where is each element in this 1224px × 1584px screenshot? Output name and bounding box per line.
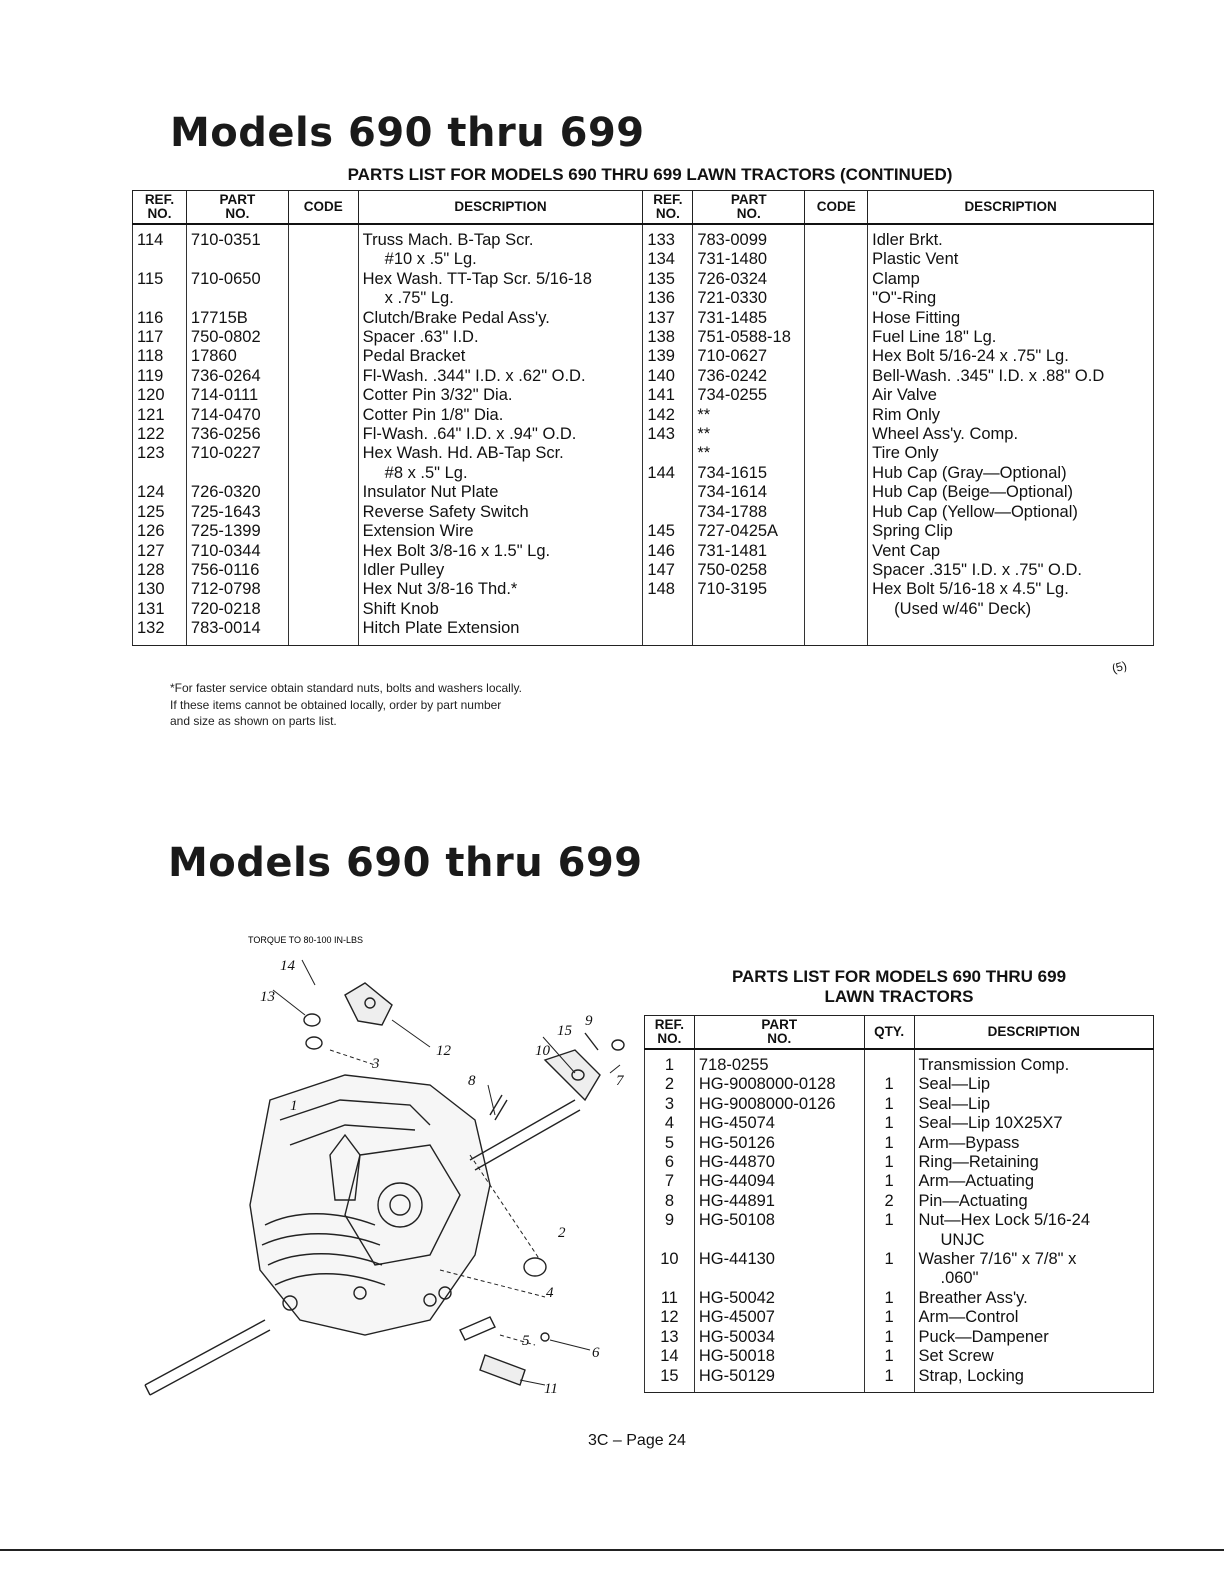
ref-cell: 10 <box>660 1250 679 1269</box>
part-cell: 17715B <box>190 308 248 327</box>
description-line: .060" <box>940 1269 979 1288</box>
ref-cell <box>647 444 688 463</box>
callout-7: 7 <box>616 1073 624 1089</box>
ref-cell: 7 <box>664 1172 675 1191</box>
part-cell: 17860 <box>190 347 237 366</box>
qty-cell <box>869 1056 910 1075</box>
footnote: *For faster service obtain standard nuts, bolts and washers locally. If these items cannot be obtained locally, order by part number and size as shown on parts list. <box>170 681 522 728</box>
ref-cell: 123 <box>137 444 165 463</box>
part-cell: 720-0218 <box>190 599 261 618</box>
ref-cell: 146 <box>647 541 675 560</box>
header-code-left: CODE <box>288 191 358 225</box>
ref-cell: 125 <box>137 502 165 521</box>
callout-1: 1 <box>290 1098 298 1114</box>
part-cell: 712-0798 <box>190 580 261 599</box>
ref-cell: 3 <box>664 1094 675 1113</box>
description-line: Pin—Actuating <box>918 1191 1028 1210</box>
description-line: Wheel Ass'y. Comp. <box>872 425 1019 444</box>
part-cell: 710-0227 <box>190 444 261 463</box>
part-cell: 726-0320 <box>190 483 261 502</box>
description-line: Ring—Retaining <box>918 1153 1039 1172</box>
part-cell: 725-1399 <box>190 522 261 541</box>
table-body-row <box>133 224 1154 645</box>
description-line: Hub Cap (Beige—Optional) <box>872 483 1074 502</box>
part-cell: HG-50034 <box>698 1327 775 1346</box>
description-line: Arm—Control <box>918 1308 1019 1327</box>
part-cell: 734-1615 <box>697 463 768 482</box>
description-line: Vent Cap <box>872 541 941 560</box>
qty-cell: 1 <box>884 1250 894 1269</box>
ref-cell <box>137 250 182 269</box>
qty-cell: 1 <box>884 1288 894 1307</box>
description-line: #10 x .5" Lg. <box>384 250 477 269</box>
description-line: Strap, Locking <box>918 1366 1024 1385</box>
description-line: Hex Bolt 5/16-24 x .75" Lg. <box>872 347 1069 366</box>
description-line: Clutch/Brake Pedal Ass'y. <box>362 308 550 327</box>
part-cell: HG-44891 <box>698 1191 775 1210</box>
part-cell: 731-1480 <box>697 250 768 269</box>
part-cell: 726-0324 <box>697 269 768 288</box>
ref-cell: 145 <box>647 522 675 541</box>
ref-cell: 133 <box>647 231 675 249</box>
description-line: Rim Only <box>872 405 940 424</box>
transmission-exploded-diagram <box>130 925 640 1405</box>
description-line: Plastic Vent <box>872 250 959 269</box>
ref-cell: 135 <box>647 269 675 288</box>
qty-cell: 1 <box>884 1327 894 1346</box>
description-line: (Used w/46" Deck) <box>894 599 1032 618</box>
description-line: Hex Nut 3/8-16 Thd.* <box>362 580 518 599</box>
description-line: Spacer .63" I.D. <box>362 328 479 347</box>
part-cell <box>191 250 284 269</box>
ref-cell: 134 <box>647 250 675 269</box>
qty-cell: 1 <box>884 1094 894 1113</box>
section2-title: Models 690 thru 699 <box>168 840 643 886</box>
ref-cell: 148 <box>647 580 675 599</box>
description-line: Hex Wash. Hd. AB-Tap Scr. <box>362 444 564 463</box>
ref-cell: 115 <box>137 269 164 288</box>
part-cell: 736-0256 <box>190 425 261 444</box>
bottom-rule <box>0 1549 1224 1551</box>
description-line: Set Screw <box>918 1347 994 1366</box>
part-cell: 710-0344 <box>190 541 261 560</box>
ref-cell: 144 <box>647 463 675 482</box>
description-line: Transmission Comp. <box>918 1056 1070 1074</box>
qty-cell: 1 <box>884 1133 894 1152</box>
ref-cell: 122 <box>137 425 165 444</box>
description-line: Air Valve <box>872 386 937 405</box>
qty-cell: 1 <box>884 1366 894 1385</box>
part-cell: HG-44130 <box>698 1250 775 1269</box>
header-description-left: DESCRIPTION <box>358 191 643 225</box>
ref-cell: 138 <box>647 328 675 347</box>
ref-cell: 141 <box>647 386 675 405</box>
part-cell: 731-1481 <box>697 541 768 560</box>
ref-column <box>645 1049 695 1392</box>
ref-cell: 6 <box>664 1153 675 1172</box>
description-line: "O"-Ring <box>872 289 937 308</box>
description-line: Hitch Plate Extension <box>362 619 520 638</box>
ref-cell: 121 <box>137 405 165 424</box>
ref-cell: 120 <box>137 386 165 405</box>
header-part-left: PART NO. <box>186 191 288 225</box>
part-cell: 718-0255 <box>698 1056 769 1074</box>
ref-cell: 117 <box>137 328 164 347</box>
description-line: Extension Wire <box>362 522 474 541</box>
ref-cell: 128 <box>137 560 165 579</box>
ref-cell: 140 <box>647 366 675 385</box>
left-ref-column <box>133 224 187 645</box>
part-cell: HG-45007 <box>698 1308 775 1327</box>
description-line: Tire Only <box>872 444 939 463</box>
description-line: Arm—Actuating <box>918 1172 1035 1191</box>
part-cell: HG-50042 <box>698 1288 775 1307</box>
ref-cell: 116 <box>137 308 164 327</box>
description-line: #8 x .5" Lg. <box>384 463 468 482</box>
header-description-right: DESCRIPTION <box>868 191 1154 225</box>
ref-cell: 118 <box>137 347 164 366</box>
part-cell: HG-45074 <box>698 1114 775 1133</box>
description-line: Hub Cap (Gray—Optional) <box>872 463 1067 482</box>
part-cell: HG-50129 <box>698 1366 775 1385</box>
ref-cell <box>649 1231 690 1250</box>
part-cell: 750-0802 <box>190 328 261 347</box>
ref-cell <box>137 464 182 483</box>
part-cell: 756-0116 <box>190 560 260 579</box>
description-line: Hex Bolt 3/8-16 x 1.5" Lg. <box>362 541 551 560</box>
part-column <box>694 1049 864 1392</box>
ref-cell: 9 <box>664 1211 675 1230</box>
ref-cell: 130 <box>137 580 165 599</box>
part-cell <box>191 289 284 308</box>
part-cell <box>699 1269 860 1288</box>
callout-13: 13 <box>260 989 275 1005</box>
ref-cell <box>647 483 688 502</box>
ref-cell <box>647 600 688 619</box>
description-line: Nut—Hex Lock 5/16-24 <box>918 1211 1091 1230</box>
part-cell: 783-0014 <box>190 619 261 638</box>
part-cell: 731-1485 <box>697 308 768 327</box>
callout-9: 9 <box>585 1013 593 1029</box>
left-code-column <box>288 224 358 645</box>
section1-title: Models 690 thru 699 <box>170 110 645 156</box>
part-cell: HG-50018 <box>698 1347 775 1366</box>
header-part: PART NO. <box>694 1016 864 1050</box>
part-cell: 736-0264 <box>190 366 261 385</box>
ref-cell: 8 <box>664 1191 675 1210</box>
ref-cell <box>647 503 688 522</box>
ref-cell: 12 <box>660 1308 679 1327</box>
part-cell: 751-0588-18 <box>697 328 791 347</box>
description-line: Shift Knob <box>362 599 439 618</box>
left-description-column <box>358 224 643 645</box>
ref-cell: 114 <box>137 231 164 249</box>
callout-6: 6 <box>592 1345 600 1361</box>
ref-cell: 119 <box>137 366 164 385</box>
ref-cell: 137 <box>647 308 675 327</box>
description-line: Fuel Line 18" Lg. <box>872 328 997 347</box>
part-cell: HG-44094 <box>698 1172 775 1191</box>
header-qty: QTY. <box>864 1016 914 1050</box>
margin-mark: (5) <box>1110 658 1129 676</box>
qty-cell: 1 <box>884 1153 894 1172</box>
ref-cell: 2 <box>664 1075 675 1094</box>
page-number: 3C – Page 24 <box>588 1432 686 1449</box>
ref-cell: 142 <box>647 405 675 424</box>
description-line: Insulator Nut Plate <box>362 483 499 502</box>
qty-column <box>864 1049 914 1392</box>
qty-cell: 1 <box>884 1308 894 1327</box>
description-line: Fl-Wash. .64" I.D. x .94" O.D. <box>362 425 577 444</box>
ref-cell: 14 <box>660 1347 679 1366</box>
ref-cell: 5 <box>664 1133 675 1152</box>
part-cell: 734-1788 <box>697 502 768 521</box>
description-column <box>914 1049 1154 1392</box>
part-cell: 725-1643 <box>190 502 261 521</box>
qty-cell: 1 <box>884 1347 894 1366</box>
ref-cell: 147 <box>647 560 675 579</box>
part-cell: ** <box>697 425 711 444</box>
header-ref: REF. NO. <box>645 1016 695 1050</box>
part-cell: HG-9008000-0126 <box>698 1094 836 1113</box>
description-line: Spacer .315" I.D. x .75" O.D. <box>872 560 1082 579</box>
description-line: Hub Cap (Yellow—Optional) <box>872 502 1078 521</box>
callout-10: 10 <box>535 1043 550 1059</box>
torque-note: TORQUE TO 80-100 IN-LBS <box>248 935 364 945</box>
part-cell: 721-0330 <box>697 289 768 308</box>
callout-5: 5 <box>522 1333 530 1349</box>
part-cell: HG-50126 <box>698 1133 775 1152</box>
part-cell: ** <box>697 405 711 424</box>
description-line: Reverse Safety Switch <box>362 502 529 521</box>
description-line: Idler Pulley <box>362 560 445 579</box>
ref-cell: 4 <box>664 1114 675 1133</box>
part-cell: HG-44870 <box>698 1153 775 1172</box>
right-ref-column <box>643 224 693 645</box>
left-part-column <box>186 224 288 645</box>
callout-12: 12 <box>436 1043 451 1059</box>
part-cell: 734-1614 <box>697 483 768 502</box>
table-body-row <box>645 1049 1154 1392</box>
description-line: Truss Mach. B-Tap Scr. <box>362 231 534 249</box>
part-cell: 710-0650 <box>190 269 261 288</box>
description-line: Fl-Wash. .344" I.D. x .62" O.D. <box>362 366 586 385</box>
part-cell: 734-0255 <box>697 386 768 405</box>
part-cell: HG-9008000-0128 <box>698 1075 836 1094</box>
qty-cell <box>869 1231 910 1250</box>
description-line: Seal—Lip 10X25X7 <box>918 1114 1063 1133</box>
right-code-column <box>805 224 868 645</box>
part-cell <box>699 1231 860 1250</box>
right-description-column <box>868 224 1154 645</box>
description-line: Washer 7/16" x 7/8" x <box>918 1250 1077 1269</box>
callout-3: 3 <box>372 1056 380 1072</box>
callout-11: 11 <box>544 1381 558 1397</box>
ref-cell: 127 <box>137 541 165 560</box>
ref-cell: 143 <box>647 425 675 444</box>
description-line: Seal—Lip <box>918 1094 991 1113</box>
description-line: x .75" Lg. <box>384 289 454 308</box>
description-line: Arm—Bypass <box>918 1133 1020 1152</box>
ref-cell: 139 <box>647 347 675 366</box>
callout-8: 8 <box>468 1073 476 1089</box>
description-line: Spring Clip <box>872 522 953 541</box>
callout-15: 15 <box>557 1023 572 1039</box>
section2-subtitle: PARTS LIST FOR MODELS 690 THRU 699 LAWN TRACTORS <box>731 967 1067 1006</box>
part-cell: 710-3195 <box>697 580 768 599</box>
callout-2: 2 <box>558 1225 566 1241</box>
right-part-column <box>693 224 805 645</box>
ref-cell <box>649 1269 690 1288</box>
header-code-right: CODE <box>805 191 868 225</box>
ref-cell <box>137 289 182 308</box>
qty-cell <box>869 1269 910 1288</box>
header-ref-left: REF. NO. <box>133 191 187 225</box>
ref-cell: 124 <box>137 483 165 502</box>
part-cell: 750-0258 <box>697 560 768 579</box>
description-line: Idler Brkt. <box>872 231 943 249</box>
part-cell: 714-0111 <box>190 386 259 405</box>
qty-cell: 1 <box>884 1114 894 1133</box>
section1-subtitle: PARTS LIST FOR MODELS 690 THRU 699 LAWN TRACTORS (CONTINUED) <box>347 165 953 184</box>
header-part-right: PART NO. <box>693 191 805 225</box>
ref-cell: 15 <box>660 1366 679 1385</box>
qty-cell: 1 <box>884 1172 894 1191</box>
description-line: Clamp <box>872 269 920 288</box>
part-cell: 736-0242 <box>697 366 768 385</box>
header-description: DESCRIPTION <box>914 1016 1154 1050</box>
header-ref-right: REF. NO. <box>643 191 693 225</box>
part-cell: 714-0470 <box>190 405 261 424</box>
description-line: Puck—Dampener <box>918 1327 1049 1346</box>
ref-cell: 11 <box>660 1288 678 1307</box>
ref-cell: 126 <box>137 522 165 541</box>
part-cell: ** <box>697 444 711 463</box>
ref-cell: 13 <box>660 1327 679 1346</box>
part-cell <box>191 464 284 483</box>
description-line: Bell-Wash. .345" I.D. x .88" O.D <box>872 366 1105 385</box>
callout-4: 4 <box>546 1285 554 1301</box>
qty-cell: 1 <box>884 1075 894 1094</box>
part-cell: HG-50108 <box>698 1211 775 1230</box>
description-line: Hex Wash. TT-Tap Scr. 5/16-18 <box>362 269 592 288</box>
parts-table-transmission <box>644 1015 1154 1393</box>
ref-cell: 131 <box>137 599 165 618</box>
ref-cell: 136 <box>647 289 675 308</box>
qty-cell: 1 <box>884 1211 894 1230</box>
description-line: Seal—Lip <box>918 1075 991 1094</box>
part-cell: 710-0351 <box>190 231 261 249</box>
qty-cell: 2 <box>884 1191 894 1210</box>
description-line: Pedal Bracket <box>362 347 466 366</box>
part-cell: 727-0425A <box>697 522 779 541</box>
description-line: Cotter Pin 3/32" Dia. <box>362 386 513 405</box>
description-line: Breather Ass'y. <box>918 1288 1028 1307</box>
ref-cell: 132 <box>137 619 165 638</box>
part-cell: 710-0627 <box>697 347 768 366</box>
description-line: Hex Bolt 5/16-18 x 4.5" Lg. <box>872 580 1069 599</box>
description-line: UNJC <box>940 1230 985 1249</box>
ref-cell: 1 <box>664 1056 675 1074</box>
callout-14: 14 <box>280 958 295 974</box>
parts-table-continued <box>132 190 1154 646</box>
description-line: Cotter Pin 1/8" Dia. <box>362 405 504 424</box>
description-line: Hose Fitting <box>872 308 961 327</box>
part-cell: 783-0099 <box>697 231 768 249</box>
part-cell <box>697 600 800 619</box>
